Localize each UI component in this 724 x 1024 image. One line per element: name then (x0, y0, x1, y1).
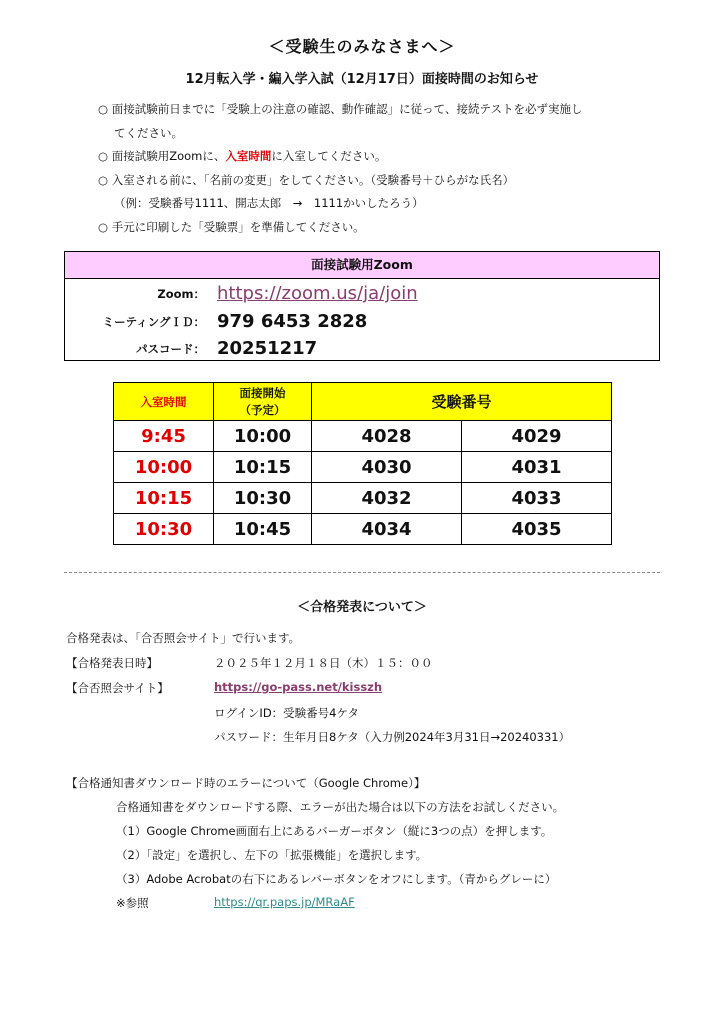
instructions-list (98, 98, 658, 239)
note-connection-test-cont: てください。 (114, 125, 183, 140)
note-connection-test: ○ 面接試験前日までに「受験上の注意の確認、動作確認」に従って、接続テストを必ず実施し (98, 102, 583, 116)
error-heading: 【合格通知書ダウンロード時のエラーについて（Google Chrome）】 (66, 776, 426, 790)
column-header-start-line2: （予定） (239, 402, 286, 417)
zoom-url-row (65, 280, 659, 308)
zoom-info-header: 面接試験用Zoom (65, 252, 659, 279)
zoom-url-label: Zoom： (157, 287, 205, 301)
page-title: ＜受験生のみなさまへ＞ (268, 37, 456, 56)
passcode-row (65, 335, 659, 363)
entry-time-cell: 10:30 (114, 514, 214, 545)
pass-intro: 合格発表は、「合否照会サイト」で行います。 (66, 631, 301, 645)
note-rename-example: （例：受験番号1111、開志太郎 → 1111かいしたろう） (114, 196, 424, 210)
exam-number-cell: 4030 (312, 452, 462, 483)
login-info: ログインID：受験番号4ケタ (214, 706, 359, 720)
entry-time-cell: 10:15 (114, 483, 214, 514)
exam-number-cell: 4028 (312, 421, 462, 452)
exam-number-cell: 4029 (462, 421, 612, 452)
pass-date-label: 【合格発表日時】 (66, 656, 158, 670)
entry-time-cell: 9:45 (114, 421, 214, 452)
column-header-start-line1: 面接開始 (239, 385, 286, 400)
column-header-start-time (214, 383, 312, 421)
schedule-table (113, 382, 612, 545)
zoom-url-link[interactable]: https://zoom.us/ja/join (217, 283, 418, 304)
exam-number-cell: 4035 (462, 514, 612, 545)
section-divider (64, 572, 660, 573)
passcode-value: 20251217 (217, 338, 318, 359)
error-step-2: （2）「設定」を選択し、左下の「拡張機能」を選択します。 (116, 848, 428, 862)
note-entry-time-highlight: 入室時間 (225, 149, 272, 163)
table-row (114, 514, 612, 545)
reference-label: ※参照 (116, 896, 149, 910)
passcode-label: パスコード： (136, 342, 205, 356)
note-rename: ○ 入室される前に、「名前の変更」をしてください。（受験番号＋ひらがな氏名） (98, 172, 515, 187)
exam-number-cell: 4034 (312, 514, 462, 545)
column-header-entry-time: 入室時間 (114, 383, 214, 421)
error-step-3: （3）Adobe Acrobatの右下にあるレバーボタンをオフにします。（青からグレーに） (116, 872, 557, 886)
exam-number-cell: 4033 (462, 483, 612, 514)
password-info: パスワード：生年月日8ケタ（入力例2024年3月31日→20240331） (214, 730, 571, 744)
start-time-cell: 10:45 (214, 514, 312, 545)
note-entry-time (98, 145, 658, 169)
zoom-info-box (64, 251, 660, 361)
pass-site-label: 【合否照会サイト】 (66, 681, 169, 695)
error-intro: 合格通知書をダウンロードする際、エラーが出た場合は以下の方法をお試しください。 (116, 800, 565, 814)
meeting-id-value: 979 6453 2828 (217, 311, 368, 332)
table-row (114, 452, 612, 483)
exam-number-cell: 4032 (312, 483, 462, 514)
error-step-1: （1）Google Chrome画面右上にあるバーガーボタン（縦に3つの点）を押します。 (116, 824, 553, 838)
table-row (114, 483, 612, 514)
start-time-cell: 10:15 (214, 452, 312, 483)
pass-site-link[interactable]: https://go-pass.net/kisszh (214, 680, 383, 694)
meeting-id-row (65, 308, 659, 336)
table-row (114, 421, 612, 452)
exam-number-cell: 4031 (462, 452, 612, 483)
pass-date-value: ２０２５年１２月１８日（木）１５：００ (214, 656, 433, 670)
page-subtitle: 12月転入学・編入学入試（12月17日）面接時間のお知らせ (185, 72, 539, 87)
column-header-exam-number: 受験番号 (312, 383, 612, 421)
note-exam-ticket: ○ 手元に印刷した「受験票」を準備してください。 (98, 219, 365, 234)
note-entry-time-post: に入室してください。 (271, 149, 387, 163)
entry-time-cell: 10:00 (114, 452, 214, 483)
start-time-cell: 10:30 (214, 483, 312, 514)
start-time-cell: 10:00 (214, 421, 312, 452)
reference-link[interactable]: https://qr.paps.jp/MRaAF (214, 895, 355, 909)
pass-section-title: ＜合格発表について＞ (297, 600, 427, 615)
meeting-id-label: ミーティングＩＤ： (102, 315, 205, 329)
note-entry-time-pre: ○ 面接試験用Zoomに、 (98, 149, 226, 163)
